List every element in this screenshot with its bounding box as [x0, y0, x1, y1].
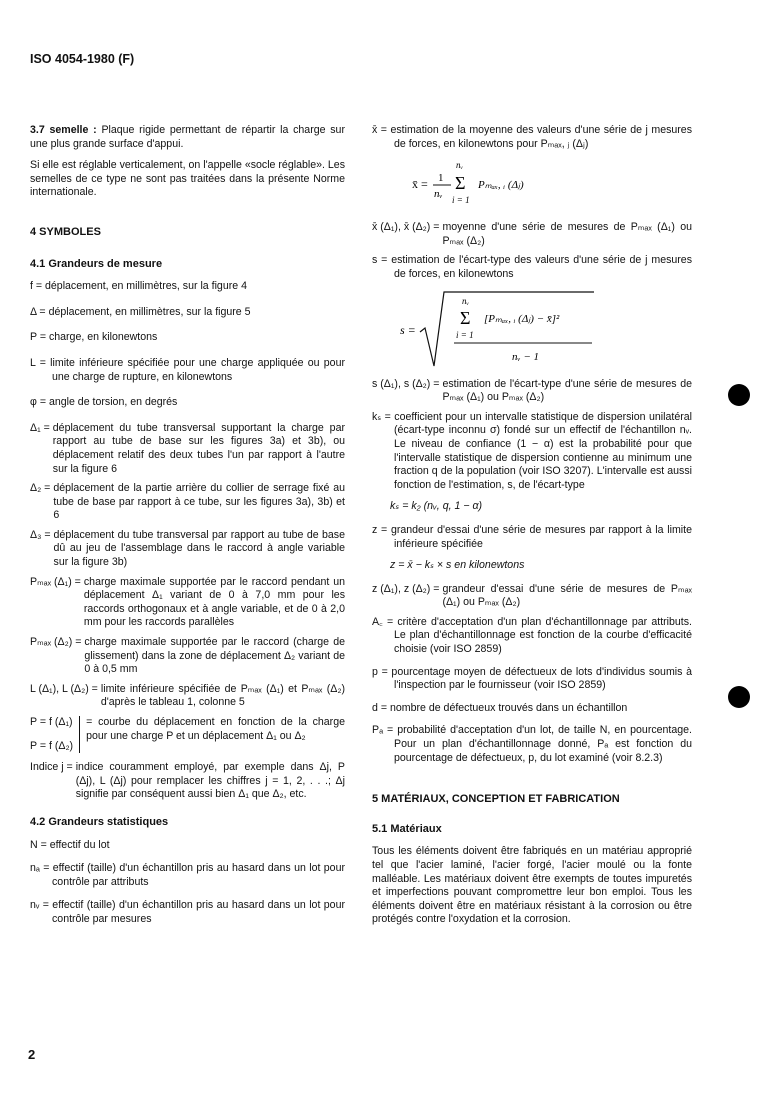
section-5-1-heading: 5.1 Matériaux [372, 822, 442, 835]
formula-mean-num: 1 [438, 172, 444, 185]
definition: estimation de l'écart-type d'une série de mesures de Pₘₐₓ (Δ₁) ou Pₘₐₓ (Δ₂) [442, 377, 692, 404]
term: x̄ (Δ₁), x̄ (Δ₂) = [372, 221, 440, 234]
definition: déplacement de la partie arrière du collier de serrage fixé au tube de base par rapport à ce tube, sur les figures 3a), 3b) et 6 [53, 482, 345, 522]
sum-icon: Σ [460, 307, 471, 328]
sqrt-sign [420, 292, 594, 366]
sum-bottom: i = 1 [452, 195, 470, 206]
def-na: nₐ = effectif (taille) d'un échantillon pris au hasard dans un lot pour contrôle par attributs [30, 862, 345, 888]
formula-s-den: nᵥ − 1 [512, 350, 540, 363]
sum-bottom: i = 1 [456, 329, 474, 340]
clause-number: 3.7 [30, 124, 45, 136]
def-L: L = limite inférieure spécifiée pour une charge appliquée ou pour une charge de rupture, en kilonewtons [30, 356, 345, 383]
section-5-heading: 5 MATÉRIAUX, CONCEPTION ET FABRICATION [372, 793, 620, 806]
formula-s-num: [Pₘₐₓ, ᵢ (Δⱼ) − x̄]² [484, 312, 560, 325]
def-P: P = charge, en kilonewtons [30, 331, 158, 344]
punch-hole [728, 686, 750, 708]
definition: moyenne d'une série de mesures de Pₘₐₓ (Δ₁) ou Pₘₐₓ (Δ₂) [442, 221, 692, 247]
def-d: d = nombre de défectueux trouvés dans un échantillon [372, 701, 628, 714]
page-number: 2 [28, 1047, 36, 1062]
term: Pₘₐₓ (Δ₁) = [30, 575, 81, 588]
term: z (Δ₁), z (Δ₂) = [372, 582, 440, 595]
clause-text: Plaque rigide permettant de répartir la charge sur une plus grande surface d'appui. [30, 124, 345, 150]
sum-icon: Σ [455, 173, 466, 194]
clause-term: semelle : [49, 124, 97, 136]
def-L12 [30, 683, 345, 710]
def-pmax2 [30, 636, 345, 677]
term: s (Δ₁), s (Δ₂) = [372, 377, 440, 390]
definition: limite inférieure spécifiée de Pₘₐₓ (Δ₁) et Pₘₐₓ (Δ₂) d'après le tableau 1, colonne 5 [100, 682, 345, 709]
def-nv: nᵥ = effectif (taille) d'un échantillon pris au hasard dans un lot pour contrôle par mesures [30, 899, 345, 925]
clause-3-7 [30, 124, 345, 151]
definition: indice couramment employé, par exemple dans Δj, P (Δj), L (Δj) pour remplacer les chiffres j = 1, 2, . . .; Δj signifie par conséquent aussi bien Δ₁ que Δ₂, etc. [75, 761, 345, 801]
punch-hole [728, 384, 750, 406]
right-column [372, 124, 692, 935]
def-xbar12 [372, 221, 692, 248]
def-index [30, 761, 345, 802]
sum-top: nᵥ [456, 160, 464, 171]
def-pmax1 [30, 576, 345, 630]
term: Δ₁ = [30, 421, 50, 434]
term: Δ₃ = [30, 528, 51, 541]
formula-s-lhs: s = [400, 322, 416, 337]
def-delta2 [30, 482, 345, 523]
formula-z: z = x̄ − kₛ × s en kilonewtons [390, 559, 525, 572]
def-N: N = effectif du lot [30, 838, 110, 851]
formula-mean [372, 157, 692, 213]
definition: grandeur d'essai d'une série de mesures de Pₘₐₓ (Δ₁) ou Pₘₐₓ (Δ₂) [442, 582, 692, 609]
formula-mean-den: nᵥ [434, 188, 443, 201]
definition: déplacement du tube transversal par rapport au tube de base dû au jeu de l'assemblage dans le raccord à angle variable sur la figure 3b) [53, 528, 345, 569]
left-column [30, 124, 345, 933]
def-xbar: x̄ = estimation de la moyenne des valeurs d'une série de j mesures de forces, en kilonewtons pour Pₘₐₓ, ⱼ (Δⱼ) [372, 124, 692, 150]
section-4-1-heading: 4.1 Grandeurs de mesure [30, 257, 163, 270]
definition: charge maximale supportée par le raccord (charge de glissement) dans la zone de déplacement Δ₂ variant de 0 à 0,5 mm [84, 636, 345, 676]
term: L (Δ₁), L (Δ₂) = [30, 682, 98, 695]
curve-term-1: P = f (Δ₁) [30, 716, 73, 728]
def-Ac: A꜀ = critère d'acceptation d'un plan d'échantillonnage par attributs. Le plan d'échantillonnage est fonction de la courbe d'efficacité choisie (voir ISO 2859) [372, 615, 692, 656]
definition: = courbe du déplacement en fonction de la charge pour une charge P et un déplacement Δ₁ ou Δ₂ [86, 716, 345, 742]
def-f: f = déplacement, en millimètres, sur la figure 4 [30, 280, 247, 293]
def-curve [30, 716, 345, 753]
term: Pₘₐₓ (Δ₂) = [30, 636, 82, 649]
def-delta1 [30, 422, 345, 476]
def-z: z = grandeur d'essai d'une série de mesures par rapport à la limite inférieure spécifiée [372, 523, 692, 550]
definition: déplacement du tube transversal supportant la charge par rapport au tube de base sur les figures 3a) et 3b), ou déplacement relatif des deux tubes l'un par rapport à l'autre sur la figure 6 [52, 421, 345, 475]
sum-top: nᵥ [462, 295, 470, 306]
definition: charge maximale supportée par le raccord pendant un déplacement Δ₁ variant de 0 à 7,0 mm pour les raccords orthogonaux et à angle variable, et de 0 à 2,0 mm pour les raccords parallèles [83, 575, 345, 629]
section-4-heading: 4 SYMBOLES [30, 225, 101, 238]
def-s12 [372, 378, 692, 405]
formula-mean-term: Pₘₐₓ, ᵢ (Δⱼ) [478, 179, 524, 192]
curve-terms [30, 716, 80, 753]
materials-paragraph: Tous les éléments doivent être fabriqués en un matériau approprié tel que l'acier laminé, l'acier forgé, l'acier moulé ou la fonte malléable. Les matériaux doivent être exempts de toutes impuretés et imperfections pouvant compromettre leur bon emploi. Tous les éléments doivent être en matériaux résistant à la corrosion ou être protégés contre l'oxydation et la corrosion. [372, 845, 692, 926]
clause-3-7-note: Si elle est réglable verticalement, on l'appelle «socle réglable». Les semelles de ce type ne sont pas traitées dans la présente Norme internationale. [30, 159, 345, 199]
def-p: p = pourcentage moyen de défectueux de lots d'individus soumis à l'inspection par le fournisseur (voir ISO 2859) [372, 665, 692, 692]
section-4-2-heading: 4.2 Grandeurs statistiques [30, 815, 169, 828]
formula-stddev [372, 288, 692, 372]
formula-ks: kₛ = k₂ (nᵥ, q, 1 − α) [390, 500, 483, 513]
def-Pa: Pₐ = probabilité d'acceptation d'un lot, de taille N, en pourcentage. Pour un plan d'échantillonnage donné, Pₐ est fonction du pourcentage de défectueux, p, du lot examiné (voir 8.2.3) [372, 724, 692, 764]
def-delta3 [30, 529, 345, 570]
term: Indice j = [30, 761, 73, 774]
def-s: s = estimation de l'écart-type des valeurs d'une série de j mesures de forces, en kilonewtons [372, 254, 692, 280]
def-delta: Δ = déplacement, en millimètres, sur la figure 5 [30, 305, 251, 318]
formula-mean-lhs: x̄ = [412, 177, 428, 192]
curve-term-2: P = f (Δ₂) [30, 739, 74, 752]
def-z12 [372, 583, 692, 610]
term: Δ₂ = [30, 482, 51, 495]
def-ks: kₛ = coefficient pour un intervalle statistique de dispersion unilatéral (écart-type inconnu σ) fondé sur un effectif de l'échantillon nᵥ. Le niveau de confiance (1 − α) est la probabilité pour que l'intervalle statistique de dispersion contienne au minimum une fraction q de la population (voir ISO 3207). L'intervalle est aussi fonction de l'estimation, s, de l'écart-type [372, 410, 692, 491]
def-phi: φ = angle de torsion, en degrés [30, 396, 178, 409]
document-header: ISO 4054-1980 (F) [30, 52, 135, 66]
